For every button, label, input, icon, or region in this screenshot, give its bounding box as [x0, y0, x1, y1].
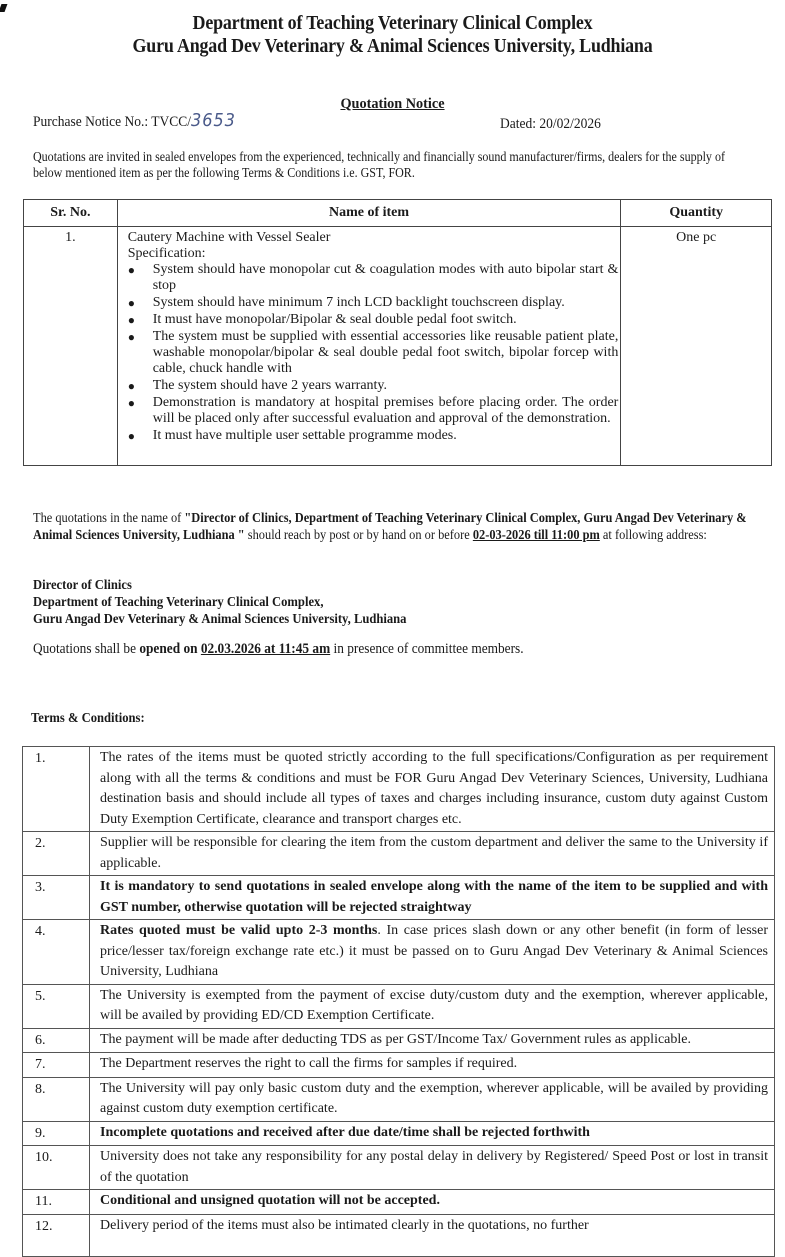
purchase-notice-number	[33, 110, 236, 131]
term-number: 10.	[23, 1146, 90, 1190]
bullet-icon: ●	[127, 330, 135, 344]
term-text: Conditional and unsigned quotation will not be accepted.	[90, 1190, 775, 1215]
table-row	[23, 1214, 775, 1256]
item-sr-no: 1.	[24, 227, 118, 466]
spec-item: ● Demonstration is mandatory at hospital premises before placing order. The order will be placed only after successful evaluation and approval of the demonstration.	[127, 395, 619, 426]
term-text: The payment will be made after deducting TDS as per GST/Income Tax/ Government rules as applicable.	[90, 1028, 775, 1053]
bullet-icon: ●	[127, 429, 135, 443]
purchase-label: Purchase Notice No.: TVCC/	[33, 114, 191, 130]
spec-item: ● The system must be supplied with essential accessories like reusable patient plate, washable monopolar/bipolar & seal double pedal foot switch, bipolar forcep with cable, chuck handle with	[127, 329, 619, 376]
item-table-header	[24, 200, 772, 227]
term-text: The Department reserves the right to call the firms for samples if required.	[90, 1053, 775, 1078]
intro-paragraph: Quotations are invited in sealed envelopes from the experienced, technically and financially sound manufacturer/firms, dealers for the supply of below mentioned item as per the following Terms & Conditions i.e. GST, FOR.	[33, 149, 725, 180]
spec-item: ● The system should have 2 years warranty.	[127, 378, 388, 393]
term-number: 11.	[23, 1190, 90, 1215]
postal-address	[33, 577, 406, 628]
item-table	[23, 199, 772, 466]
opening-statement: Quotations shall be opened on 02.03.2026 at 11:45 am in presence of committee members.	[33, 641, 524, 657]
addressee-name: "Director of Clinics, Department of Teaching Veterinary Clinical Complex, Guru Angad Dev Veterinary & Animal Sciences University, Ludhiana "	[33, 511, 747, 543]
table-row	[23, 1077, 775, 1121]
table-row	[23, 1121, 775, 1146]
terms-table	[22, 746, 775, 1257]
term-number: 2.	[23, 832, 90, 876]
item-quantity: One pc	[621, 227, 772, 466]
notice-title: Quotation Notice	[340, 96, 445, 112]
table-row	[23, 1053, 775, 1078]
department-title: Department of Teaching Veterinary Clinical Complex	[192, 13, 593, 34]
terms-title: Terms & Conditions:	[31, 711, 145, 726]
table-row	[23, 1146, 775, 1190]
item-details	[117, 227, 621, 466]
term-number: 9.	[23, 1121, 90, 1146]
submission-deadline: 02-03-2026 till 11:00 pm	[472, 528, 600, 543]
header-quantity: Quantity	[621, 200, 772, 227]
term-number: 7.	[23, 1053, 90, 1078]
header-item-name: Name of item	[117, 200, 621, 227]
scan-corner-mark	[0, 4, 7, 12]
handwritten-number: 3653	[190, 110, 236, 131]
table-row	[23, 920, 775, 985]
term-text: Delivery period of the items must also be intimated clearly in the quotations, no further	[90, 1214, 775, 1256]
spec-item: ● It must have monopolar/Bipolar & seal double pedal foot switch.	[127, 312, 517, 327]
table-row	[24, 227, 772, 466]
bullet-icon: ●	[127, 296, 135, 310]
table-row	[23, 832, 775, 876]
term-text: The rates of the items must be quoted strictly according to the full specifications/Configuration as per requirement along with all the terms & conditions and must be FOR Guru Angad Dev Veterinary Sciences, University, Ludhiana destination basis and should include all types of taxes and charges including insurance, custom duty against Custom Duty Exemption Certificate, clearance and transport charges etc.	[90, 747, 775, 832]
term-text: Supplier will be responsible for clearing the item from the custom department and deliver the same to the University if applicable.	[90, 832, 775, 876]
item-name: Cautery Machine with Vessel Sealer	[127, 230, 331, 245]
bullet-icon: ●	[127, 379, 135, 393]
term-number: 6.	[23, 1028, 90, 1053]
address-line-3: Guru Angad Dev Veterinary & Animal Sciences University, Ludhiana	[33, 612, 407, 627]
notice-date: Dated: 20/02/2026	[500, 116, 601, 132]
spec-list	[128, 262, 619, 444]
term-text: The University will pay only basic custom duty and the exemption, wherever applicable, will be availed by providing against custom duty exemption certificate.	[90, 1077, 775, 1121]
submission-paragraph: The quotations in the name of "Director of Clinics, Department of Teaching Veterinary Clinical Complex, Guru Angad Dev Veterinary & Animal Sciences University, Ludhiana " should reach by post or by hand on or before 02-03-2026 till 11:00 pm at following address:	[33, 511, 747, 543]
header-sr-no: Sr. No.	[24, 200, 118, 227]
term-number: 4.	[23, 920, 90, 985]
opening-datetime: 02.03.2026 at 11:45 am	[200, 641, 331, 657]
term-text: It is mandatory to send quotations in sealed envelope along with the name of the item to be supplied and with GST number, otherwise quotation will be rejected straightway	[90, 876, 775, 920]
term-number: 5.	[23, 984, 90, 1028]
term-number: 1.	[23, 747, 90, 832]
address-line-2: Department of Teaching Veterinary Clinical Complex,	[33, 595, 324, 610]
spec-item: ● It must have multiple user settable programme modes.	[127, 428, 457, 443]
table-row	[23, 876, 775, 920]
term-text: Rates quoted must be valid upto 2-3 months. In case prices slash down or any other benefit (in form of lesser price/lesser tax/foreign exchange rate etc.) it must be passed on to Guru Angad Dev Veterinary & Animal Sciences University, Ludhiana	[90, 920, 775, 985]
term-text: University does not take any responsibility for any postal delay in delivery by Registered/ Speed Post or lost in transit of the quotation	[90, 1146, 775, 1190]
term-text: Incomplete quotations and received after due date/time shall be rejected forthwith	[90, 1121, 775, 1146]
table-row	[23, 1028, 775, 1053]
table-row	[23, 1190, 775, 1215]
term-number: 12.	[23, 1214, 90, 1256]
document-header	[0, 12, 785, 58]
bullet-icon: ●	[127, 396, 135, 410]
address-line-1: Director of Clinics	[33, 578, 132, 593]
bullet-icon: ●	[127, 263, 135, 277]
term-number: 8.	[23, 1077, 90, 1121]
bullet-icon: ●	[127, 313, 135, 327]
spec-item: ● System should have monopolar cut & coagulation modes with auto bipolar start & stop	[127, 262, 619, 293]
spec-label: Specification:	[127, 246, 206, 261]
term-number: 3.	[23, 876, 90, 920]
term-text: The University is exempted from the payment of excise duty/custom duty and the exemption, wherever applicable, will be availed by providing ED/CD Exemption Certificate.	[90, 984, 775, 1028]
university-title: Guru Angad Dev Veterinary & Animal Sciences University, Ludhiana	[132, 36, 653, 57]
table-row	[23, 984, 775, 1028]
spec-item: ● System should have minimum 7 inch LCD backlight touchscreen display.	[127, 295, 565, 310]
table-row	[23, 747, 775, 832]
